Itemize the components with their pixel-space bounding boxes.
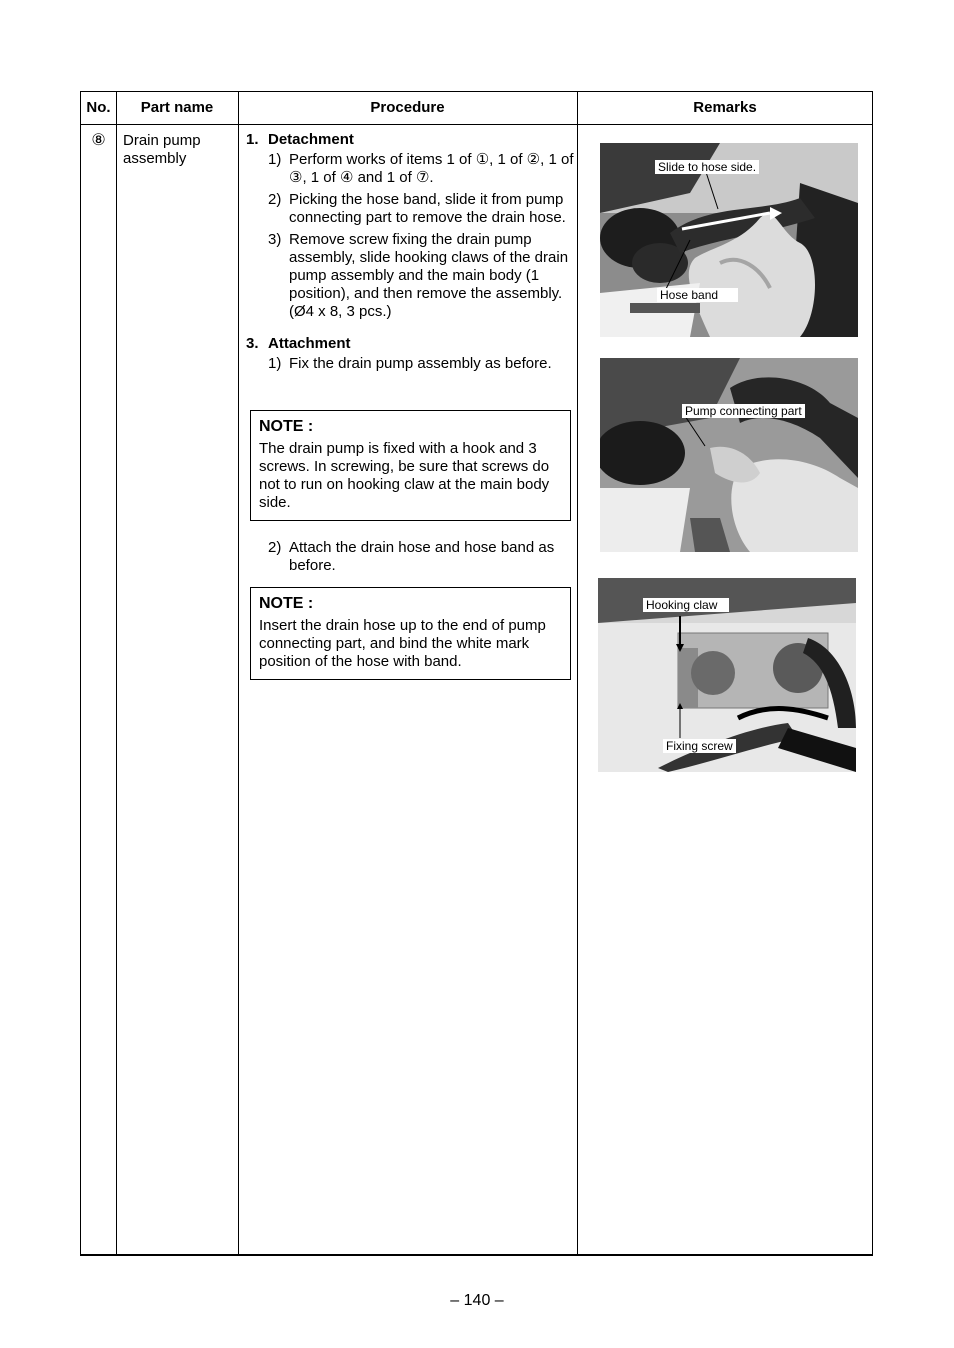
attachment-heading: 3. Attachment xyxy=(246,335,351,352)
detachment-steps xyxy=(268,151,576,321)
list-item: 2) Picking the hose band, slide it from pump connecting part to remove the drain hose. xyxy=(268,191,566,226)
photo-hose-band xyxy=(600,143,858,337)
photo-hooking-claw xyxy=(598,578,856,772)
list-item: 3) Remove screw fixing the drain pump assembly, slide hooking claws of the drain pump assembly and the main body (1 position), and then remove the assembly. (Ø4 x 8, 3 pcs.) xyxy=(268,231,569,320)
label-pump-connecting-part: Pump connecting part xyxy=(682,404,805,418)
column-divider xyxy=(577,92,578,1254)
list-item: 1) Fix the drain pump assembly as before. xyxy=(268,355,552,372)
pump-connecting-image xyxy=(600,358,858,552)
page-number: – 140 – xyxy=(450,1292,504,1309)
photo-pump-connecting-part xyxy=(600,358,858,552)
label-slide-to-hose-side: Slide to hose side. xyxy=(655,160,759,174)
list-item: 1) Perform works of items 1 of ①, 1 of ②, 1 of ③, 1 of ④ and 1 of ⑦. xyxy=(268,151,574,186)
label-hose-band: Hose band xyxy=(657,288,738,302)
header-part-name: Part name xyxy=(140,99,214,116)
attachment-step-2 xyxy=(246,539,576,579)
label-fixing-screw: Fixing screw xyxy=(663,739,736,753)
procedure-cell xyxy=(246,131,576,377)
part-name: Drain pump assembly xyxy=(123,132,201,167)
list-item: 2) Attach the drain hose and hose band as before. xyxy=(268,539,555,574)
header-procedure: Procedure xyxy=(370,99,445,116)
detachment-heading: 1. Detachment xyxy=(246,131,354,148)
column-divider xyxy=(116,92,117,1254)
column-divider xyxy=(238,92,239,1254)
header-divider xyxy=(81,124,872,125)
disassembly-table xyxy=(80,91,873,1256)
header-remarks: Remarks xyxy=(693,99,757,116)
item-number: ⑧ xyxy=(91,132,106,149)
header-no: No. xyxy=(86,99,111,116)
attachment-steps xyxy=(268,355,576,373)
note-box-screws: NOTE : The drain pump is fixed with a hook and 3 screws. In screwing, be sure that screws do not to run on hooking claw at the main body side. xyxy=(250,410,571,521)
label-hooking-claw: Hooking claw xyxy=(643,598,729,612)
note-box-hose: NOTE : Insert the drain hose up to the end of pump connecting part, and bind the white mark position of the hose with band. xyxy=(250,587,571,680)
